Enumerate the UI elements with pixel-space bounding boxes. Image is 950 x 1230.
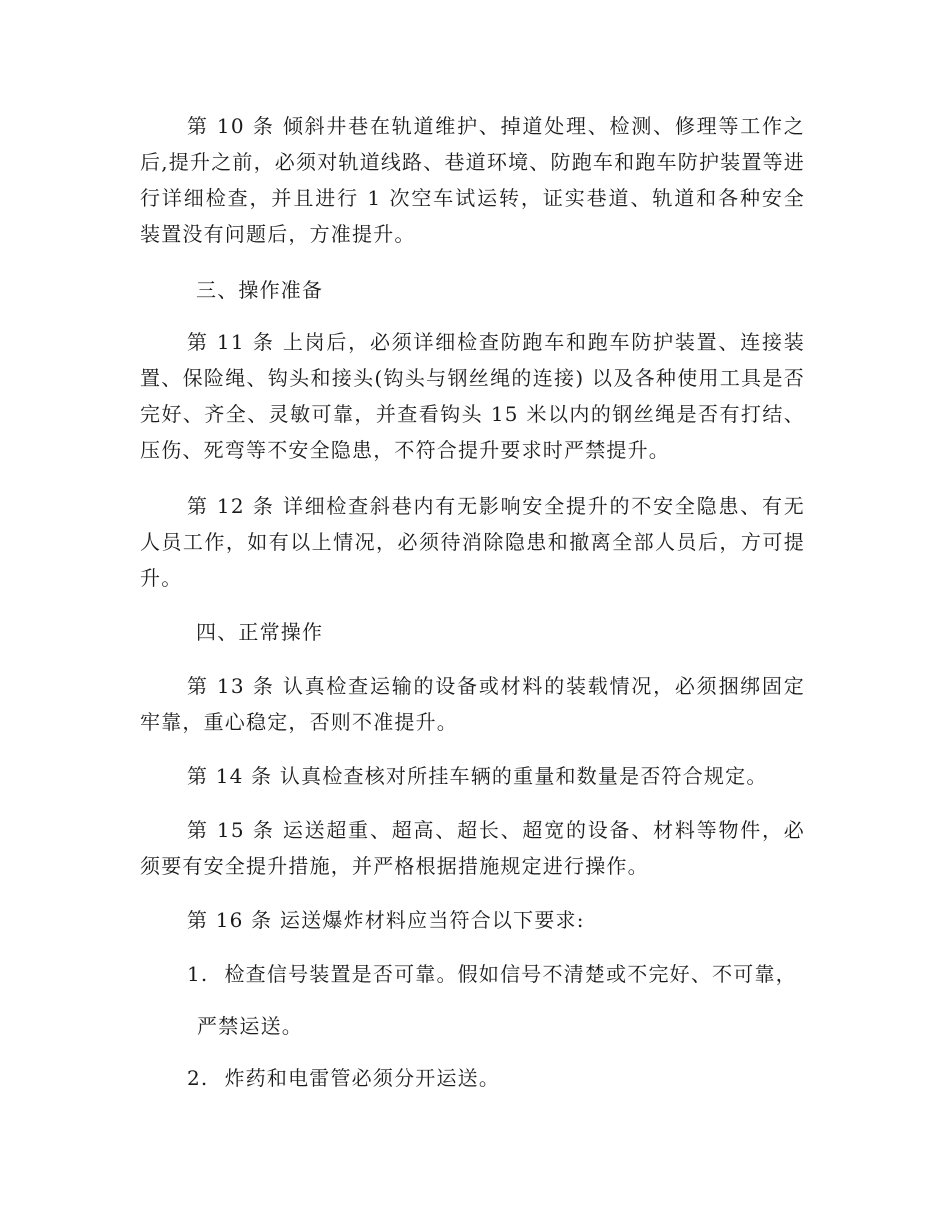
- list-item-1: [187, 956, 797, 992]
- list-item-text: 检查信号装置是否可靠。假如信号不清楚或不完好、不可靠，: [224, 962, 797, 986]
- article-10: 第 10 条 倾斜井巷在轨道维护、掉道处理、检测、修理等工作之后,提升之前，必须对轨道线路、巷道环境、防跑车和跑车防护装置等进行详细检查，并且进行 1 次空车试运转，证实巷道、轨道和各种安全装置没有问题后，方准提升。: [140, 114, 805, 246]
- section-heading-4: 四、正常操作: [196, 620, 324, 644]
- article-11: 第 11 条 上岗后，必须详细检查防跑车和跑车防护装置、连接装置、保险绳、钩头和接头(钩头与钢丝绳的连接) 以及各种使用工具是否完好、齐全、灵敏可靠，并查看钩头 15 米以内的钢丝绳是否有打结、压伤、死弯等不安全隐患，不符合提升要求时严禁提升。: [140, 330, 805, 462]
- list-item-2: [187, 1060, 500, 1096]
- list-item-number: 1.: [187, 962, 209, 986]
- list-item-number: 2.: [187, 1066, 209, 1090]
- article-13: 第 13 条 认真检查运输的设备或材料的装载情况，必须捆绑固定牢靠，重心稳定，否则不准提升。: [140, 674, 805, 734]
- article-14: 第 14 条 认真检查核对所挂车辆的重量和数量是否符合规定。: [187, 764, 768, 788]
- article-15: 第 15 条 运送超重、超高、超长、超宽的设备、材料等物件，必须要有安全提升措施，并严格根据措施规定进行操作。: [140, 818, 805, 878]
- article-16: 第 16 条 运送爆炸材料应当符合以下要求:: [187, 908, 585, 932]
- list-item-1-continuation: 严禁运送。: [197, 1014, 303, 1038]
- list-item-text: 炸药和电雷管必须分开运送。: [224, 1066, 501, 1090]
- section-heading-3: 三、操作准备: [196, 278, 324, 302]
- article-12: 第 12 条 详细检查斜巷内有无影响安全提升的不安全隐患、有无人员工作，如有以上情况，必须待消除隐患和撤离全部人员后，方可提升。: [140, 494, 805, 590]
